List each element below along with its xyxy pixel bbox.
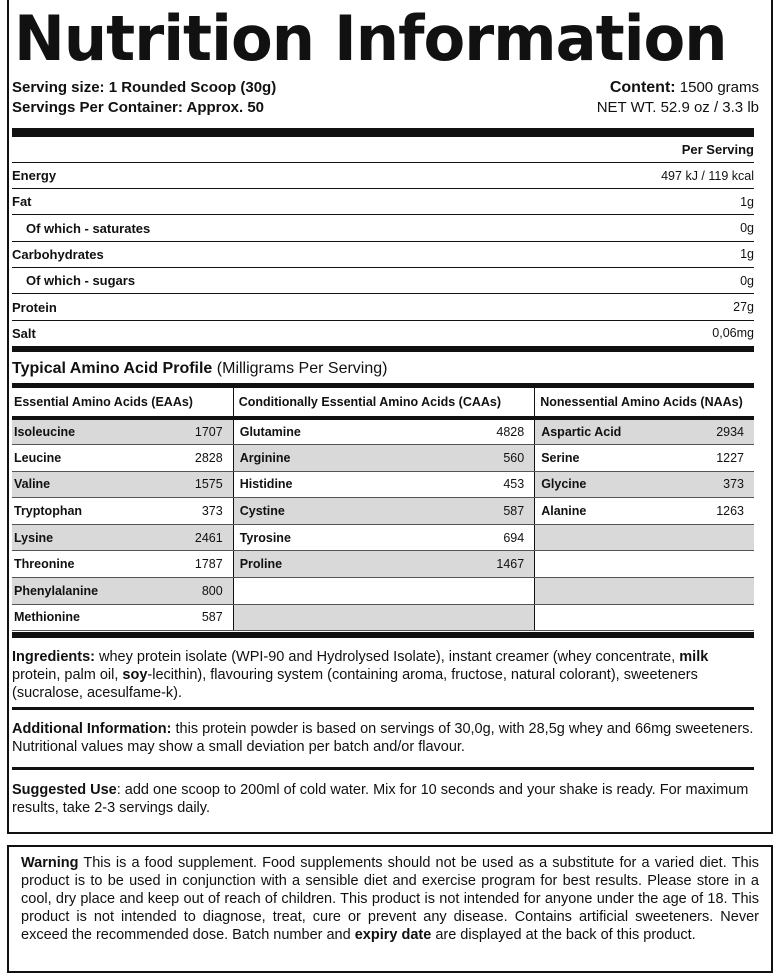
amino-value xyxy=(684,551,754,578)
table-row xyxy=(12,524,754,551)
warning-text: This is a food supplement. Food supplements should not be used as a substitute for a varied diet. This product is to be used in conjunction with a sensible diet and exercise program for best results. Please store in a cool, dry place and keep out of reach of children. This product is not intended for anyone under the age of 18. This product is not intended to diagnose, treat, cure or prevent any disease. Contains artificial sweeteners. Never exceed the recommended dose. Batch number and xyxy=(21,855,759,943)
nutrient-label: Of which - sugars xyxy=(26,273,136,289)
nutrient-label: Of which - saturates xyxy=(26,220,151,236)
amino-name: Methionine xyxy=(12,604,161,631)
amino-value: 1707 xyxy=(161,418,233,445)
serving-size: Serving size: 1 Rounded Scoop (30g) xyxy=(12,79,277,96)
amino-value xyxy=(684,578,754,605)
amino-value: 373 xyxy=(161,498,233,525)
amino-name: Alanine xyxy=(535,498,684,525)
amino-value: 1263 xyxy=(684,498,754,525)
nutrient-row xyxy=(12,216,754,242)
amino-name xyxy=(535,551,684,578)
amino-value xyxy=(684,524,754,551)
amino-name: Cystine xyxy=(233,498,421,525)
amino-value: 800 xyxy=(161,578,233,605)
nutrient-label: Protein xyxy=(12,299,57,315)
amino-value xyxy=(684,604,754,631)
nutrient-value: 497 kJ / 119 kcal xyxy=(661,168,754,183)
ingredients-text: protein, palm oil, xyxy=(12,667,123,683)
amino-name: Arginine xyxy=(233,445,421,472)
nutrient-row xyxy=(12,268,754,294)
amino-value: 2828 xyxy=(161,445,233,472)
nutrient-value: 0g xyxy=(740,273,754,288)
amino-name: Isoleucine xyxy=(12,418,161,445)
nutrient-label: Carbohydrates xyxy=(12,246,104,262)
divider xyxy=(12,707,754,710)
table-row xyxy=(12,551,754,578)
nutrient-row xyxy=(12,321,754,347)
table-row xyxy=(12,445,754,472)
nutrient-row xyxy=(12,163,754,189)
per-serving-header xyxy=(12,137,754,163)
servings-per-container: Servings Per Container: Approx. 50 xyxy=(12,99,265,116)
amino-name: Histidine xyxy=(233,471,421,498)
nutrient-value: 1g xyxy=(740,247,754,262)
amino-name: Glutamine xyxy=(233,418,421,445)
amino-name: Proline xyxy=(233,551,421,578)
divider xyxy=(12,632,754,638)
content-label: Content: xyxy=(609,79,676,96)
amino-name xyxy=(233,604,421,631)
suggested-label: Suggested Use xyxy=(12,782,117,798)
header-caa: Conditionally Essential Amino Acids (CAAs) xyxy=(233,388,534,418)
divider xyxy=(12,128,754,137)
table-row xyxy=(12,471,754,498)
table-row xyxy=(12,418,754,445)
amino-value: 2461 xyxy=(161,524,233,551)
additional-info xyxy=(12,720,754,756)
amino-value: 587 xyxy=(161,604,233,631)
amino-value: 1227 xyxy=(684,445,754,472)
amino-name: Phenylalanine xyxy=(12,578,161,605)
expiry-date-emphasis: expiry date xyxy=(354,927,432,943)
per-serving-label: Per Serving xyxy=(681,142,754,157)
amino-value xyxy=(421,578,534,605)
allergen-soy: soy xyxy=(122,667,148,683)
nutrient-label: Energy xyxy=(12,168,57,183)
table-row xyxy=(12,578,754,605)
nutrient-value: 0g xyxy=(740,221,754,236)
suggested-use xyxy=(12,781,754,817)
amino-name: Leucine xyxy=(12,445,161,472)
amino-value: 1787 xyxy=(161,551,233,578)
amino-name: Valine xyxy=(12,471,161,498)
amino-value: 4828 xyxy=(421,418,534,445)
divider xyxy=(12,346,754,352)
amino-unit: (Milligrams Per Serving) xyxy=(216,360,388,377)
nutrient-row xyxy=(12,295,754,321)
suggested-text: : add one scoop to 200ml of cold water. Mix for 10 seconds and your shake is ready. For maximum results, take 2-3 servings daily. xyxy=(12,782,749,816)
net-weight: NET WT. 52.9 oz / 3.3 lb xyxy=(596,99,759,116)
amino-value: 694 xyxy=(421,524,534,551)
amino-value xyxy=(421,604,534,631)
amino-name xyxy=(535,604,684,631)
amino-name xyxy=(535,524,684,551)
divider xyxy=(12,767,754,770)
nutrient-label: Fat xyxy=(12,194,32,210)
nutrient-row xyxy=(12,242,754,268)
amino-name xyxy=(535,578,684,605)
additional-text: this protein powder is based on servings of 30,0g, with 28,5g whey and 66mg sweeteners. Nutritional values may show a small deviation per batch and/or flavour. xyxy=(12,721,754,755)
ingredients-text: -lecithin), flavouring system (containing aroma, fructose, natural colorant), sweeteners (sucralose, acesulfame-k). xyxy=(12,667,698,701)
ingredients-label: Ingredients: xyxy=(12,649,95,665)
ingredients-text: whey protein isolate (WPI-90 and Hydrolysed Isolate), instant creamer (whey concentrate, xyxy=(94,649,680,665)
serving-info xyxy=(12,78,276,118)
nutrient-row xyxy=(12,189,754,215)
amino-title-text: Typical Amino Acid Profile xyxy=(12,360,213,377)
amino-value: 453 xyxy=(421,471,534,498)
amino-name: Lysine xyxy=(12,524,161,551)
header-eaa: Essential Amino Acids (EAAs) xyxy=(12,388,233,418)
amino-title xyxy=(12,358,387,380)
amino-table xyxy=(12,388,754,631)
additional-label: Additional Information: xyxy=(12,721,172,737)
amino-value: 1467 xyxy=(421,551,534,578)
content-value: 1500 grams xyxy=(679,79,759,96)
nutrient-value: 27g xyxy=(733,300,754,314)
nutrient-label: Salt xyxy=(12,325,36,341)
amino-name: Aspartic Acid xyxy=(535,418,684,445)
content-info xyxy=(597,78,759,118)
amino-name: Threonine xyxy=(12,551,161,578)
warning-label: Warning xyxy=(21,855,79,871)
nutrient-value: 1g xyxy=(740,194,754,209)
amino-value: 587 xyxy=(421,498,534,525)
allergen-milk: milk xyxy=(679,649,709,665)
header-naa: Nonessential Amino Acids (NAAs) xyxy=(535,388,754,418)
ingredients xyxy=(12,648,754,702)
amino-value: 373 xyxy=(684,471,754,498)
amino-name: Tyrosine xyxy=(233,524,421,551)
table-row xyxy=(12,498,754,525)
warning-box xyxy=(7,845,773,973)
amino-value: 560 xyxy=(421,445,534,472)
amino-name: Tryptophan xyxy=(12,498,161,525)
amino-value: 2934 xyxy=(684,418,754,445)
amino-value: 1575 xyxy=(161,471,233,498)
amino-name: Serine xyxy=(535,445,684,472)
warning-text: are displayed at the back of this product. xyxy=(431,927,696,943)
nutrient-value: 0,06mg xyxy=(712,326,754,341)
amino-name: Glycine xyxy=(535,471,684,498)
page-title: Nutrition Information xyxy=(14,2,727,75)
amino-name xyxy=(233,578,421,605)
table-row xyxy=(12,604,754,631)
